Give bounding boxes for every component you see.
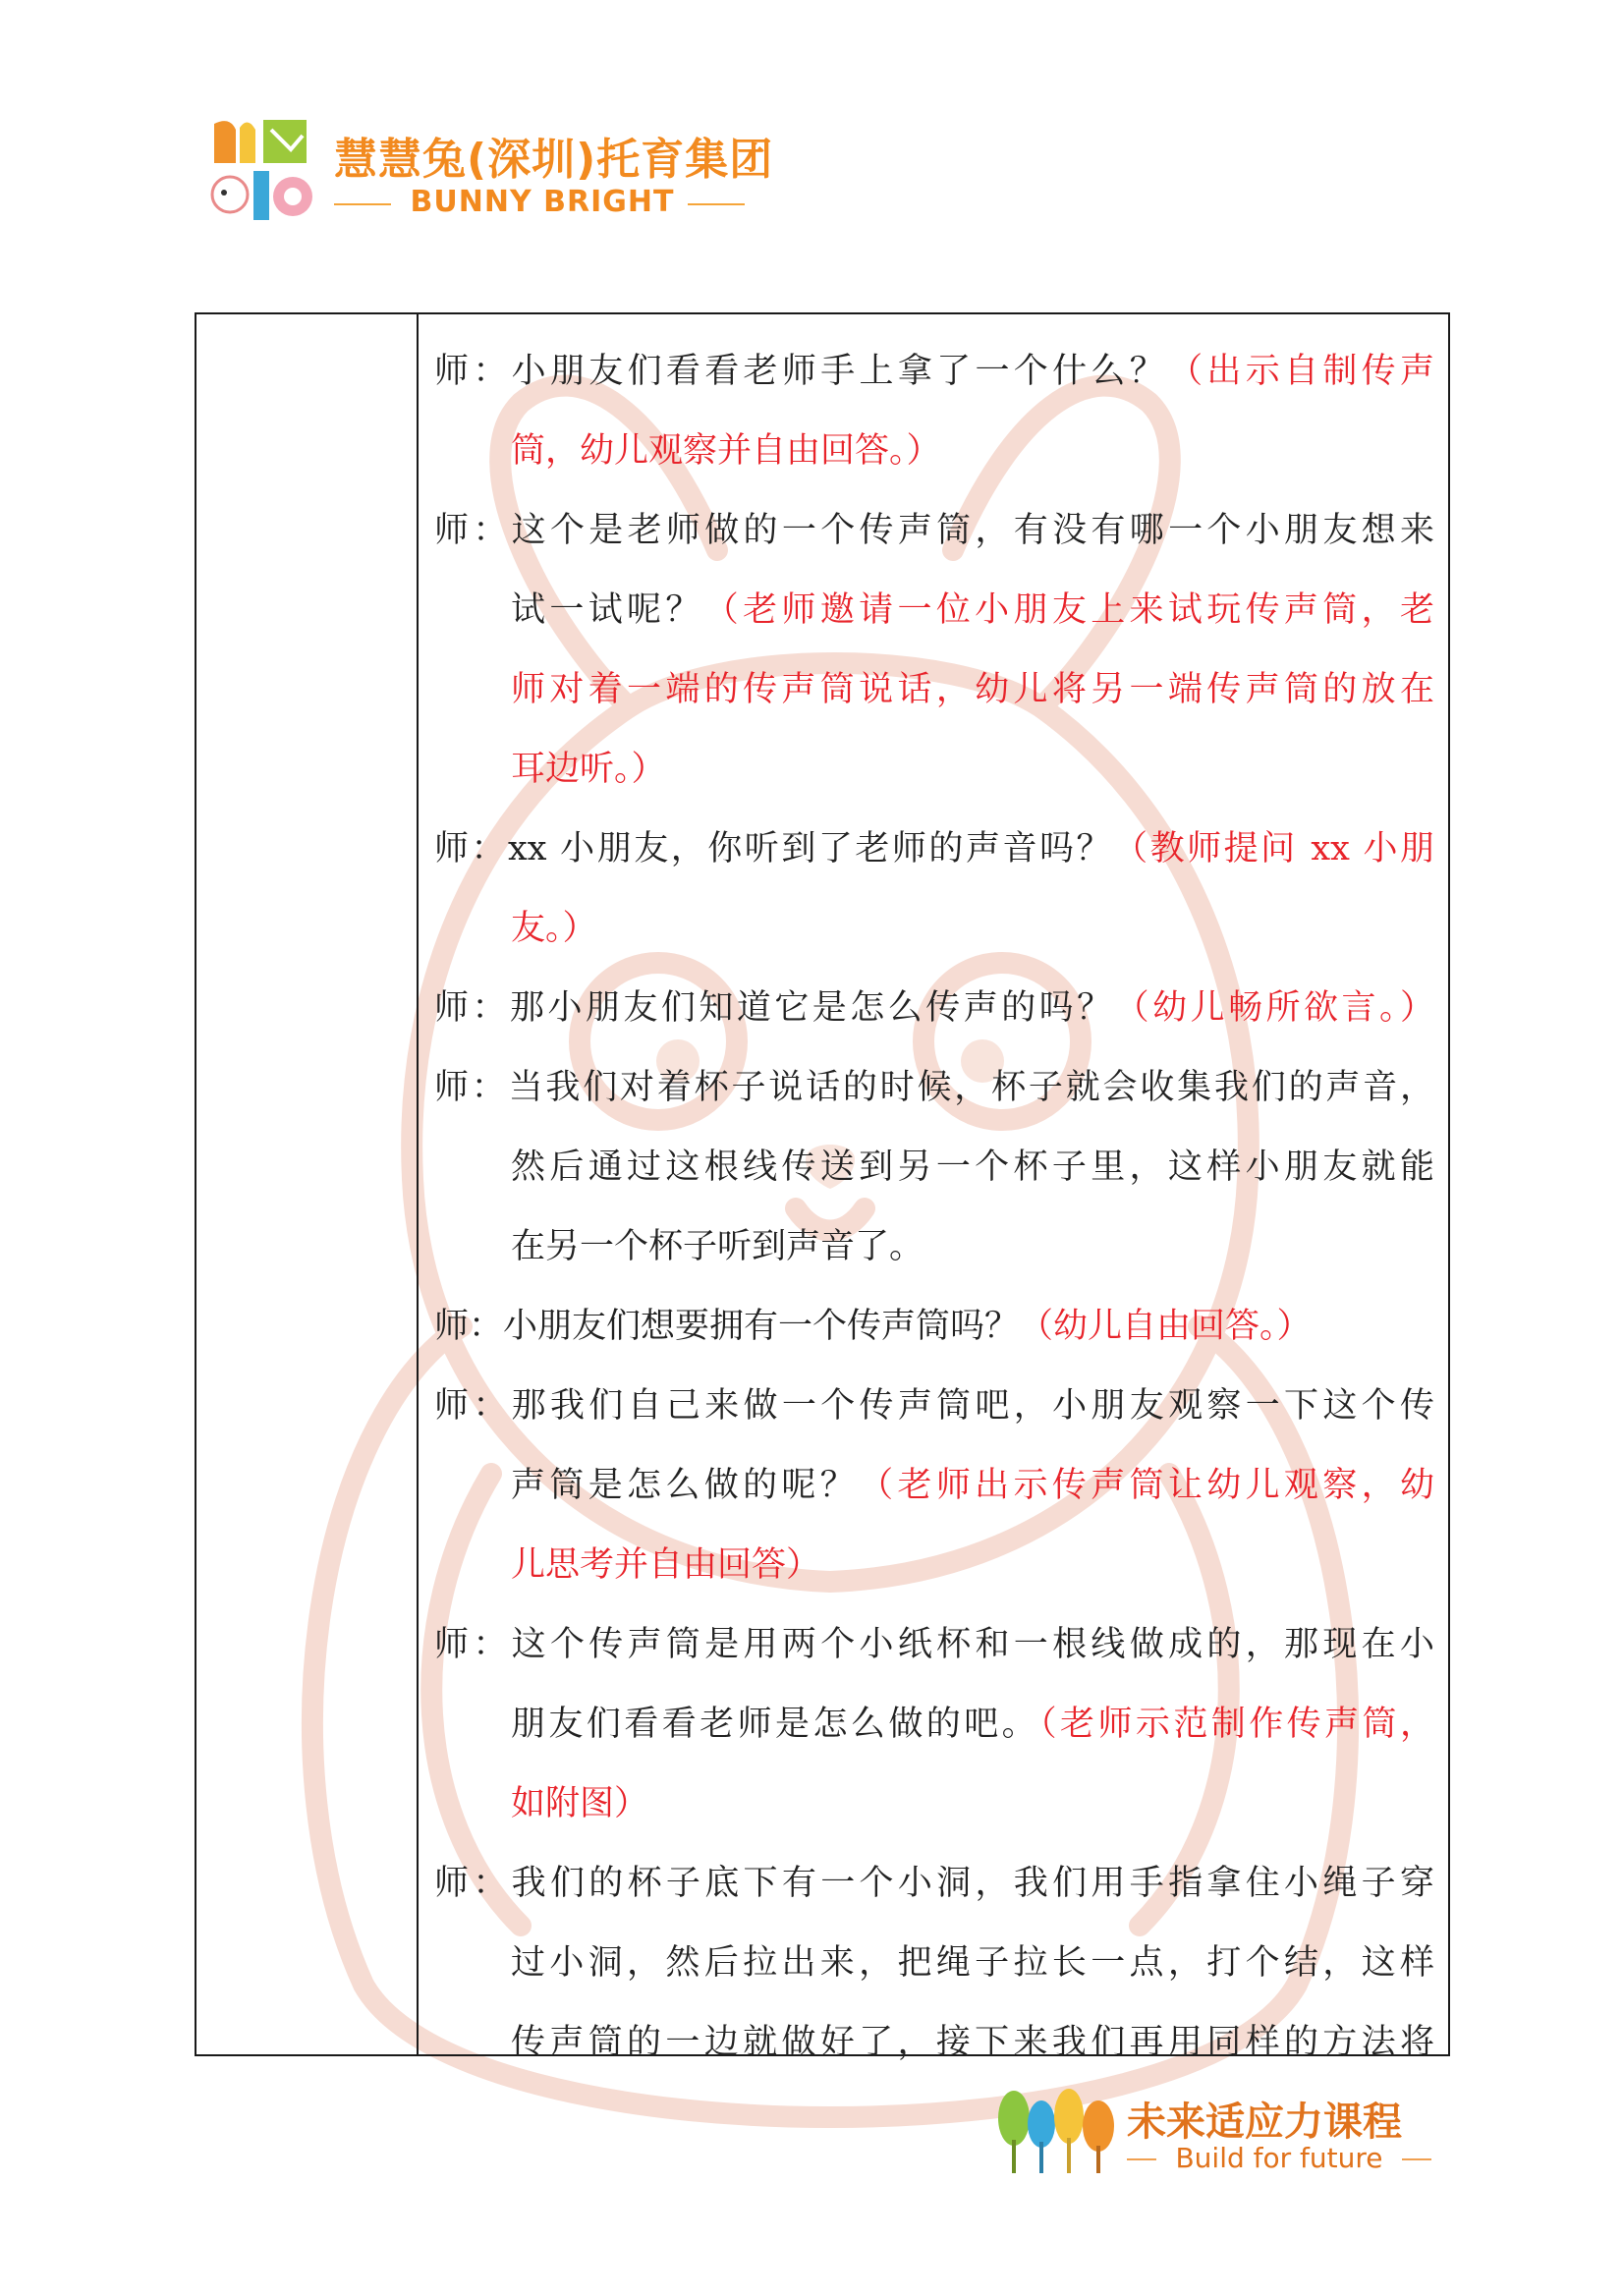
- footer-course-name: 未来适应力课程: [1127, 2100, 1402, 2145]
- logo-english-row: [334, 185, 747, 224]
- teacher-speech: 师：小朋友们想要拥有一个传声筒吗？: [434, 1307, 1020, 1346]
- table-column-divider: [417, 314, 419, 2054]
- teaching-note: 师对着一端的传声筒说话，幼儿将另一端传声筒的放在: [511, 670, 1434, 709]
- dialogue-line: [434, 491, 1434, 571]
- activity-content-cell: [420, 314, 1448, 2062]
- teacher-speech: 师：这个传声筒是用两个小纸杯和一根线做成的，那现在小: [434, 1625, 1434, 1664]
- dialogue-line: [434, 1685, 1434, 1764]
- dialogue-line: [434, 889, 1434, 969]
- teaching-note: 友。）: [511, 909, 597, 948]
- footer-english-name: Build for future: [1175, 2142, 1383, 2174]
- teaching-note: 儿思考并自由回答）: [511, 1545, 821, 1585]
- teacher-speech: 在另一个杯子听到声音了。: [511, 1227, 924, 1266]
- logo-rule-right: [688, 203, 745, 205]
- dialogue-line: [434, 1287, 1434, 1367]
- teacher-speech: 传声筒的一边就做好了，接下来我们再用同样的方法将: [511, 2023, 1434, 2062]
- trees-logo-icon: [994, 2083, 1122, 2177]
- dialogue-line: [434, 332, 1434, 412]
- footer-rule-left: [1127, 2158, 1156, 2160]
- teacher-speech: 然后通过这根线传送到另一个杯子里，这样小朋友就能: [511, 1148, 1434, 1187]
- teaching-note: （老师邀请一位小朋友上来试玩传声筒，老: [703, 590, 1434, 630]
- teaching-note: 耳边听。）: [511, 750, 666, 789]
- dialogue-line: [434, 1844, 1434, 1924]
- dialogue-line: [434, 571, 1434, 650]
- teacher-speech: 试一试呢？: [511, 590, 704, 630]
- teacher-speech: 师：那我们自己来做一个传声筒吧，小朋友观察一下这个传: [434, 1386, 1434, 1426]
- dialogue-line: [434, 650, 1434, 730]
- teacher-speech: 师：我们的杯子底下有一个小洞，我们用手指拿住小绳子穿: [434, 1864, 1434, 1903]
- footer-rule-right: [1402, 2158, 1431, 2160]
- teacher-speech: 师：小朋友们看看老师手上拿了一个什么？: [434, 352, 1169, 391]
- dialogue-line: [434, 2003, 1434, 2083]
- dialogue-line: [434, 1128, 1434, 1207]
- teaching-note: （老师出示传声筒让幼儿观察，幼: [859, 1466, 1434, 1505]
- logo-chinese-name: 慧慧兔(深圳)托育集团: [334, 135, 774, 185]
- dialogue-line: [434, 1526, 1434, 1605]
- dialogue-line: [434, 730, 1434, 810]
- teacher-speech: 师：那小朋友们知道它是怎么传声的吗？: [434, 988, 1115, 1028]
- footer-logo: [994, 2083, 1436, 2181]
- teaching-note: 如附图）: [511, 1784, 649, 1823]
- teaching-note: （出示自制传声: [1168, 352, 1434, 391]
- logo-rule-left: [334, 203, 391, 205]
- dialogue-line: [434, 1924, 1434, 2003]
- teaching-note: （教师提问 xx 小朋: [1113, 829, 1434, 868]
- dialogue-line: [434, 1446, 1434, 1526]
- lesson-table: [195, 312, 1450, 2062]
- teaching-note: （老师示范制作传声筒，: [1039, 1705, 1434, 1744]
- logo-english-name: BUNNY BRIGHT: [410, 185, 675, 219]
- dialogue-line: [434, 810, 1434, 889]
- dialogue-line: [434, 1764, 1434, 1844]
- teaching-note: 筒，幼儿观察并自由回答。）: [511, 431, 941, 471]
- dialogue-line: [434, 969, 1434, 1048]
- dialogue-line: [434, 1605, 1434, 1685]
- teacher-speech: 师：这个是老师做的一个传声筒，有没有哪一个小朋友想来: [434, 511, 1434, 550]
- dialogue-line: [434, 412, 1434, 491]
- teacher-speech: 过小洞，然后拉出来，把绳子拉长一点，打个结，这样: [511, 1943, 1434, 1983]
- teacher-speech: 师：当我们对着杯子说话的时候，杯子就会收集我们的声音，: [434, 1068, 1434, 1107]
- teaching-note: （幼儿自由回答。）: [1019, 1307, 1312, 1346]
- dialogue-line: [434, 1048, 1434, 1128]
- teacher-speech: 朋友们看看老师是怎么做的吧。: [511, 1705, 1040, 1744]
- dialogue-line: [434, 1207, 1434, 1287]
- bunny-logo-icon: [208, 116, 316, 224]
- footer-english-row: [1127, 2142, 1431, 2177]
- dialogue-text: [434, 332, 1434, 2083]
- teacher-speech: 声筒是怎么做的呢？: [511, 1466, 860, 1505]
- dialogue-line: [434, 1367, 1434, 1446]
- teaching-note: （幼儿畅所欲言。）: [1114, 988, 1434, 1028]
- header-logo: [208, 116, 774, 234]
- teacher-speech: 师：xx 小朋友，你听到了老师的声音吗？: [434, 829, 1114, 868]
